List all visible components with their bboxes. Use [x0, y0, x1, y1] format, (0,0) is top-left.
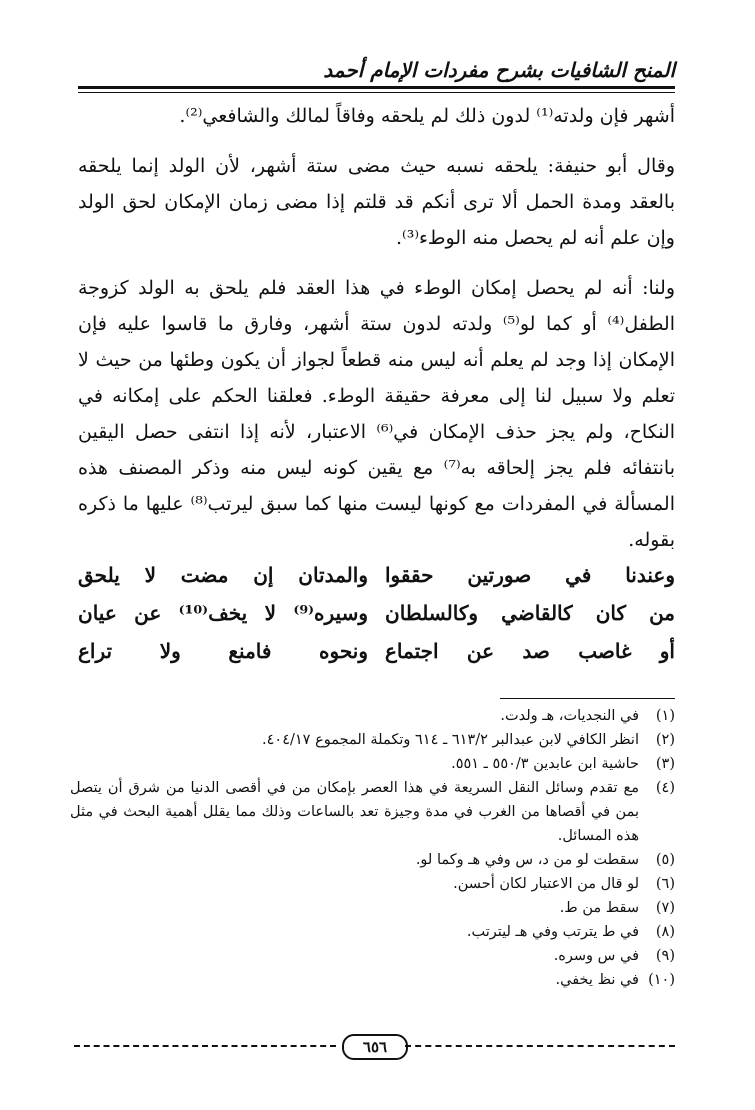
- paragraph: ولنا: أنه لم يحصل إمكان الوطء في هذا العقد فلم يلحق به الولد كزوجة الطفل⁽⁴⁾ أو كما لو⁽⁵⁾ ولدته لدون ستة أشهر، وفارق ما قاسوا عليه فإن الإمكان إذا وجد لم يعلم أنه ليس منه قطعاً لجواز أن يكون وطئها من حيث لا تعلم ولا سبيل لنا إلى معرفة حقيقة الوطء. فعلقنا الحكم على إمكانه في النكاح، ولم يجز حذف الإمكان في⁽⁶⁾ الاعتبار، لأنه إذا انتفى حصل اليقين بانتفائه فلم يجز إلحاقه به⁽⁷⁾ مع يقين كونه ليس منه وذكر المصنف هذه المسألة في المفردات مع كونها ليست منها كما سبق ليرتب⁽⁸⁾ عليها ما ذكره بقوله.: [78, 277, 676, 551]
- header-rule-thin: [78, 92, 675, 93]
- verse-first-hemistich: أو غاصب صد عن اجتماع: [385, 639, 675, 663]
- footnote-number: (١٠): [648, 972, 675, 988]
- footnote-text: في النجديات، هـ ولدت.: [500, 708, 639, 724]
- footnote-number: (٩): [655, 948, 675, 964]
- footnote: [70, 944, 675, 968]
- footnote-text: في نظ يخفي.: [555, 972, 639, 988]
- footnote-number: (٧): [655, 900, 675, 916]
- verse-second-hemistich: ونحوه فامنع ولا تراع: [78, 639, 368, 663]
- footnote: [70, 704, 675, 728]
- footnote-text: انظر الكافي لابن عبدالبر ٦١٣/٢ ـ ٦١٤ وتكملة المجموع ٤٠٤/١٧.: [262, 732, 639, 748]
- footnote: [70, 848, 675, 872]
- footnote: [70, 896, 675, 920]
- footnote-text: مع تقدم وسائل النقل السريعة في هذا العصر بإمكان من في أقصى الدنيا من شرق أن يتصل بمن في أقصاها من الغرب في مدة وجيزة تعد بالساعات وذلك مما يقلل أهمية البحث في مثل هذه المسائل.: [70, 780, 639, 844]
- footnote-number: (١): [655, 708, 675, 724]
- verse-second-hemistich: وسيره⁽⁹⁾ لا يخف⁽¹⁰⁾ عن عيان: [78, 601, 368, 625]
- footnote: [70, 728, 675, 752]
- footnote: [70, 752, 675, 776]
- footnote-text: سقطت لو من د، س وفي هـ وكما لو.: [415, 852, 639, 868]
- footnote: [70, 920, 675, 944]
- header-rule: [78, 86, 675, 89]
- verse-line: [78, 632, 675, 670]
- footnote-number: (٣): [655, 756, 675, 772]
- page-footer: [74, 1034, 675, 1060]
- footnote-text: لو قال من الاعتبار لكان أحسن.: [453, 876, 639, 892]
- footnote-number: (٦): [655, 876, 675, 892]
- poem-verses: [78, 556, 675, 670]
- footnote-number: (٤): [655, 780, 675, 796]
- footer-dashed-rule: [405, 1045, 675, 1047]
- footnote-number: (٢): [655, 732, 675, 748]
- footnote-number: (٥): [655, 852, 675, 868]
- verse-line: [78, 556, 675, 594]
- verse-first-hemistich: وعندنا في صورتين حققوا: [385, 563, 675, 587]
- footnote: [70, 872, 675, 896]
- footer-dashed-rule: [74, 1045, 336, 1047]
- footnote-separator: [500, 698, 675, 699]
- footnote-text: في ط يترتب وفي هـ ليترتب.: [466, 924, 639, 940]
- footnote-text: حاشية ابن عابدين ٥٥٠/٣ ـ ٥٥١.: [451, 756, 639, 772]
- verse-first-hemistich: من كان كالقاضي وكالسلطان: [385, 601, 675, 625]
- verse-second-hemistich: والمدتان إن مضت لا يلحق: [78, 563, 368, 587]
- footnote-text: في س وسره.: [553, 948, 639, 964]
- running-header-title: المنح الشافيات بشرح مفردات الإمام أحمد: [323, 58, 675, 82]
- footnote-text: سقط من ط.: [559, 900, 639, 916]
- paragraph: أشهر فإن ولدته⁽¹⁾ لدون ذلك لم يلحقه وفاقاً لمالك والشافعي⁽²⁾.: [179, 105, 675, 127]
- page-number: ٦٥٦: [342, 1034, 408, 1060]
- footnote: [70, 968, 675, 992]
- footnotes: [70, 704, 675, 992]
- paragraph: وقال أبو حنيفة: يلحقه نسبه حيث مضى ستة أشهر، لأن الولد إنما يلحقه بالعقد ومدة الحمل ألا ترى أنكم قد قلتم إذا مضى زمان الإمكان لحق الولد وإن علم أنه لم يحصل منه الوطء⁽³⁾.: [78, 155, 675, 249]
- verse-line: [78, 594, 675, 632]
- main-text: [78, 98, 675, 572]
- footnote-number: (٨): [655, 924, 675, 940]
- footnote: [70, 776, 675, 848]
